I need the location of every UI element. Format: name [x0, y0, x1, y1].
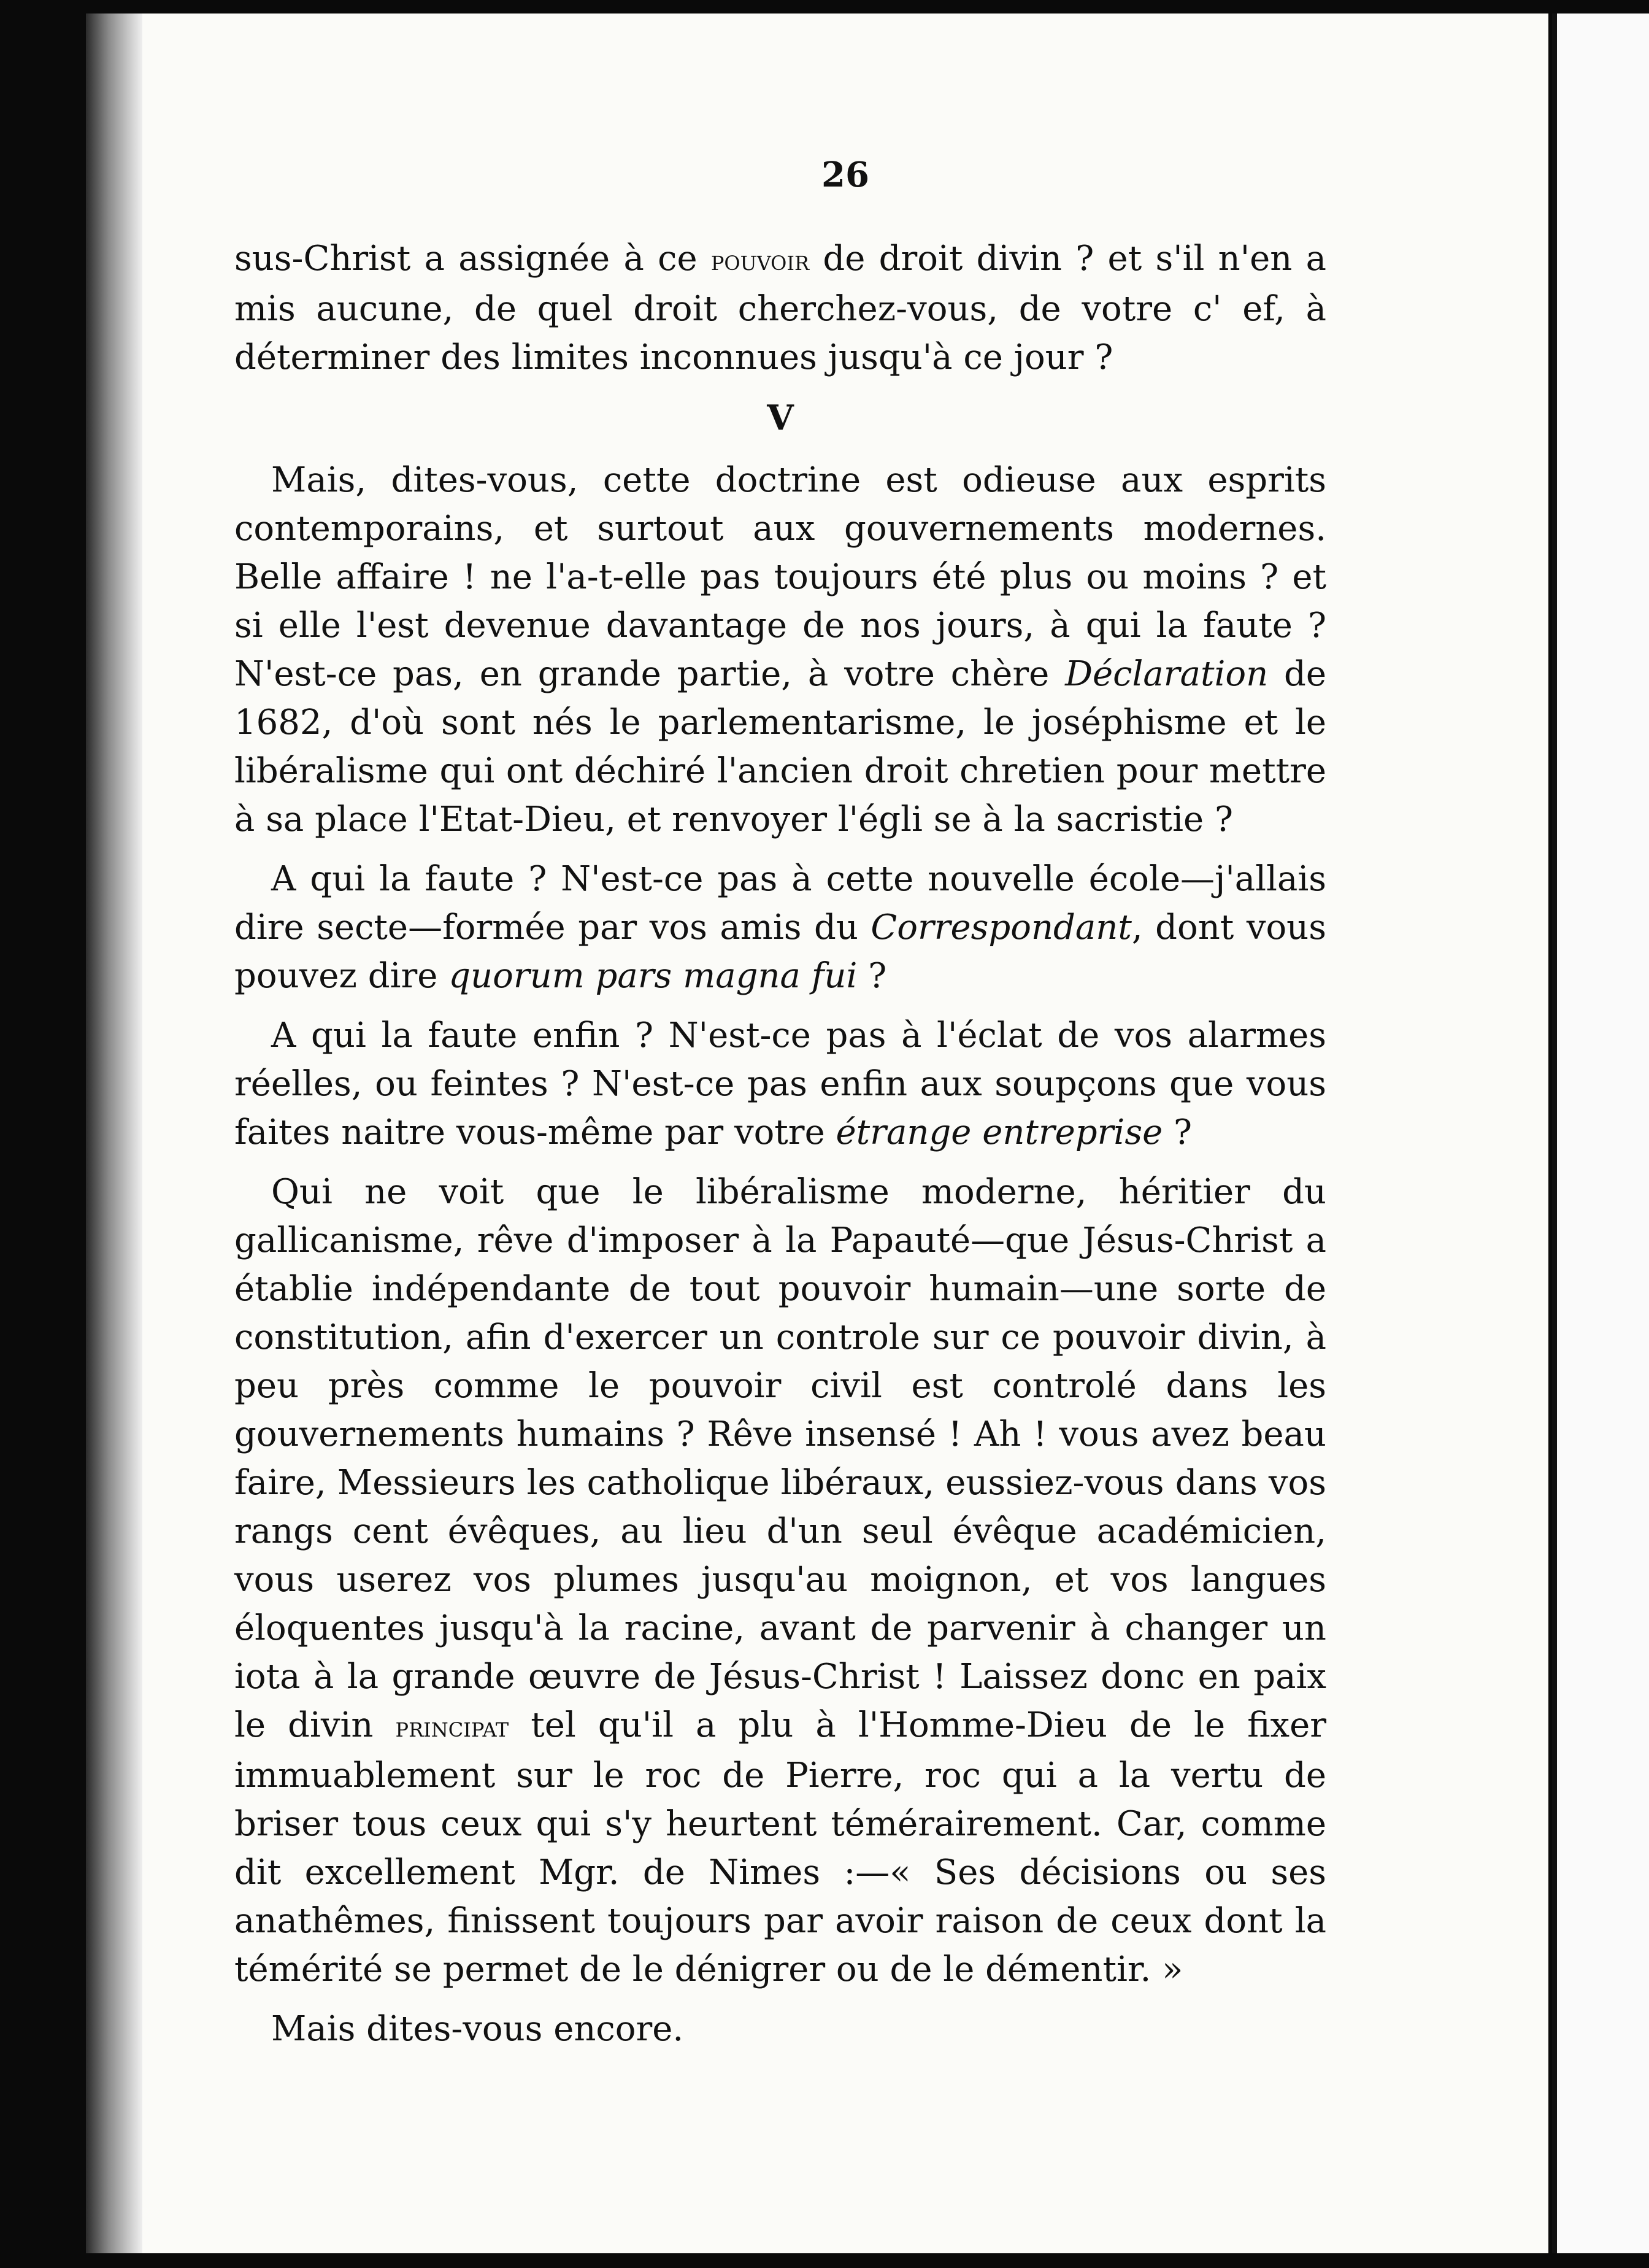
text-run: de 1682, d'où sont nés le parlementarisme, le joséphisme et le libéralisme qui ont déchiré l'ancien droit chretien pour mettre à sa place l'Etat-Dieu, et renvoyer l'égli se à la sacristie ?: [234, 654, 1327, 839]
paragraph-3: [234, 1011, 1326, 1157]
facing-page-edge: [1552, 14, 1649, 2253]
paragraph-2: [234, 855, 1326, 1000]
paragraph-4: [234, 1168, 1326, 1994]
text-run: Qui ne voit que le libéralisme moderne, héritier du gallicanisme, rêve d'imposer à la Papauté—que Jésus-Christ a établie indépendante de tout pouvoir humain—une sorte de constitution, afin d'exercer un controle sur ce pouvoir divin, à peu près comme le pouvoir civil est controlé dans les gouvernements humains ? Rêve insensé ! Ah ! vous avez beau faire, Messieurs les catholique libéraux, eussiez-vous dans vos rangs cent évêques, au lieu d'un seul évêque académicien, vous userez vos plumes jusqu'au moignon, et vos langues éloquentes jusqu'à la racine, avant de parvenir à changer un iota à la grande œuvre de Jésus-Christ ! Laissez donc en paix le divin: [234, 1172, 1326, 1745]
italic-run: Déclaration: [1065, 654, 1269, 694]
text-run: tel qu'il a plu à l'Homme-Dieu de le fixer immuablement sur le roc de Pierre, roc qui a la vertu de briser tous ceux qui s'y heurtent témérairement. Car, comme dit excellement Mgr. de Nimes :—« Ses décisions ou ses anathêmes, finissent toujours par avoir raison de ceux dont la témérité se permet de le dénigrer ou de le démentir. »: [234, 1705, 1326, 1989]
paragraph-5: Mais dites-vous encore.: [271, 2009, 684, 2049]
paragraph-1: [234, 456, 1326, 844]
page-number: 26: [821, 155, 869, 195]
paragraph-intro: [234, 234, 1326, 382]
text-run: ?: [857, 956, 887, 996]
book-page: [142, 14, 1548, 2253]
text-run: A qui la faute ? N'est-ce pas à cette nouvelle école—j'allais dire secte—formée par vos amis du: [234, 859, 1326, 947]
small-caps-run: pouvoir: [710, 244, 810, 277]
italic-run: quorum pars magna fui: [448, 956, 858, 996]
book-gutter: [86, 14, 142, 2253]
section-heading: V: [767, 398, 794, 438]
italic-run: étrange entreprise: [836, 1113, 1163, 1152]
text-run: sus-Christ a assignée à ce: [234, 239, 711, 279]
text-run: A qui la faute enfin ? N'est-ce pas à l'éclat de vos alarmes réelles, ou feintes ? N'est-ce pas enfin aux soupçons que vous faites naitre vous-même par votre: [234, 1016, 1326, 1152]
italic-run: Correspondant: [871, 908, 1132, 947]
small-caps-run: principat: [395, 1710, 509, 1743]
text-run: Mais, dites-vous, cette doctrine est odieuse aux esprits contemporains, et surtout aux gouvernements modernes. Belle affaire ! ne l'a-t-elle pas toujours été plus ou moins ? et si elle l'est devenue davantage de nos jours, à qui la faute ? N'est-ce pas, en grande partie, à votre chère: [234, 460, 1326, 694]
body-text: [234, 234, 1326, 2053]
text-run: ?: [1163, 1113, 1193, 1152]
text-run: de droit divin ? et s'il n'en a mis aucune, de quel droit cherchez-vous, de votre c' ef, à déterminer des limites inconnues jusqu'à ce jour ?: [234, 239, 1326, 377]
text-run: , dont vous pouvez dire: [234, 908, 1326, 996]
